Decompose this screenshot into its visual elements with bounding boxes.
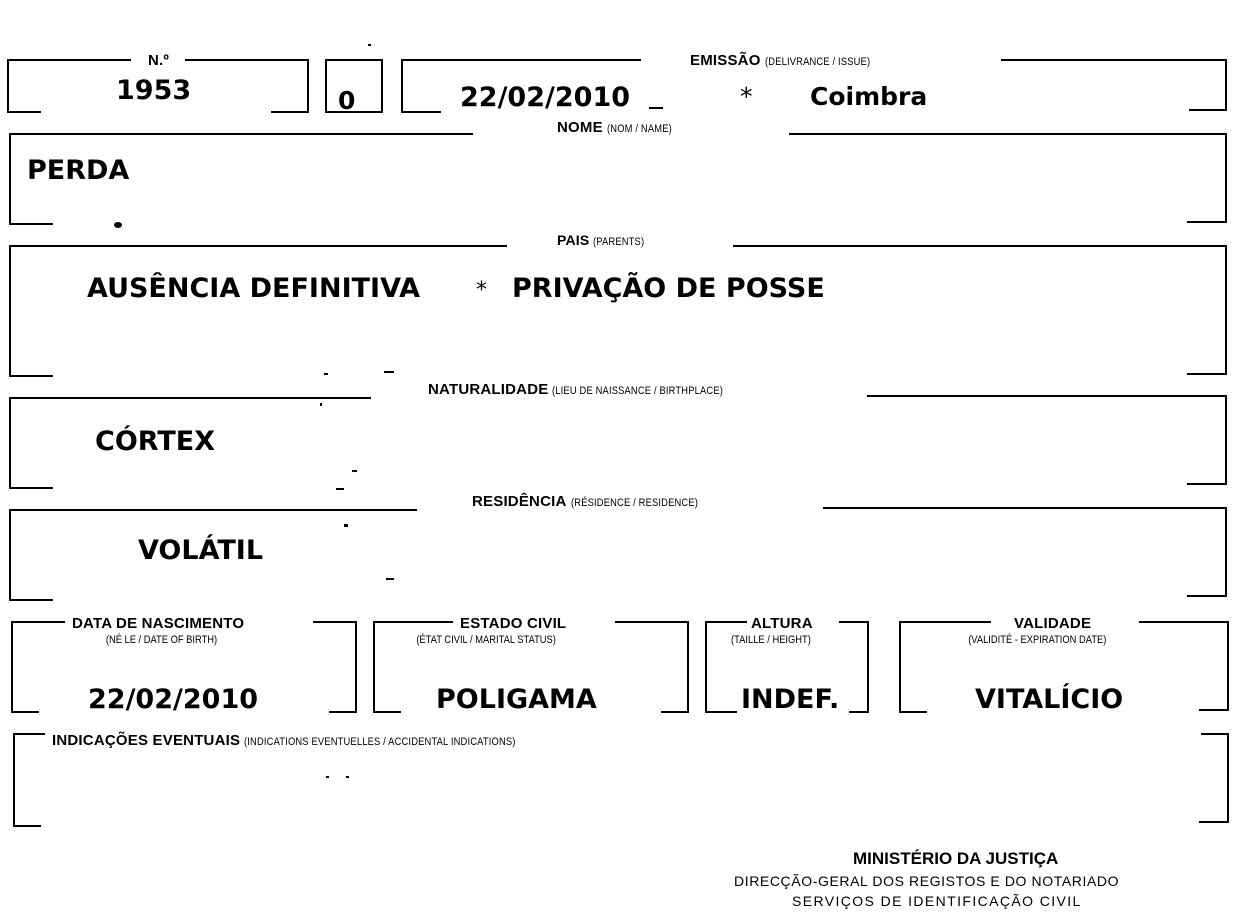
birthdate-sub: (NÉ LE / DATE OF BIRTH) [105, 634, 218, 646]
name-label: NOME (NOM / NAME) [557, 119, 672, 136]
name-value: PERDA [27, 155, 130, 186]
emission-label: EMISSÃO (DELIVRANCE / ISSUE) [690, 52, 870, 69]
validity-value: VITALÍCIO [975, 684, 1124, 715]
number-box-left [8, 60, 130, 112]
footer-services: SERVIÇOS DE IDENTIFICAÇÃO CIVIL [792, 893, 1082, 909]
validity-sub: (VALIDITÉ - EXPIRATION DATE) [968, 634, 1107, 646]
parents-box-right [734, 246, 1226, 374]
parents-box-left [10, 246, 506, 376]
civil-box-right [616, 622, 688, 712]
parents-value-1: AUSÊNCIA DEFINITIVA [87, 273, 421, 304]
height-value: INDEF. [741, 684, 840, 715]
number-label: N.º [148, 52, 170, 69]
name-box-right [790, 134, 1226, 222]
footer-ministry: MINISTÉRIO DA JUSTIÇA [853, 849, 1059, 868]
parents-separator: * [476, 278, 487, 303]
indications-box-left [14, 734, 44, 826]
birthplace-box-right [868, 396, 1226, 484]
height-box-right [840, 622, 868, 712]
civil-status-value: POLIGAMA [436, 684, 597, 715]
issue-separator: * [740, 82, 753, 111]
civil-status-label: ESTADO CIVIL [460, 615, 567, 632]
issue-place-value: Coimbra [810, 82, 928, 111]
birthdate-box-right [314, 622, 356, 712]
birthdate-box-left [12, 622, 64, 712]
birthdate-value: 22/02/2010 [88, 684, 259, 715]
birthplace-label: NATURALIDADE (LIEU DE NAISSANCE / BIRTHPLACE) [428, 381, 724, 398]
validity-box-right [1140, 622, 1228, 710]
issue-date-value: 22/02/2010 [460, 82, 631, 113]
number-box-right [186, 60, 308, 112]
residence-box-right [824, 508, 1226, 596]
birthplace-value: CÓRTEX [95, 426, 216, 457]
residence-value: VOLÁTIL [138, 535, 264, 566]
number-value: 1953 [116, 75, 192, 106]
scan-speckles [114, 44, 394, 778]
parents-value-2: PRIVAÇÃO DE POSSE [512, 273, 825, 304]
indications-box-right [1200, 734, 1228, 822]
birthdate-label: DATA DE NASCIMENTO [72, 615, 245, 632]
parents-label: PAIS (PARENTS) [557, 232, 645, 248]
height-sub: (TAILLE / HEIGHT) [731, 634, 811, 646]
footer-direction: DIRECÇÃO-GERAL DOS REGISTOS E DO NOTARIADO [734, 873, 1120, 889]
height-label: ALTURA [751, 615, 813, 632]
civil-status-sub: (ÉTAT CIVIL / MARITAL STATUS) [416, 634, 556, 646]
digit-value: 0 [338, 86, 356, 115]
residence-label: RESIDÊNCIA (RÉSIDENCE / RESIDENCE) [472, 493, 698, 510]
indications-label: INDICAÇÕES EVENTUAIS (INDICATIONS EVENTUELLES / ACCIDENTAL INDICATIONS) [52, 732, 516, 749]
emission-box-right [1002, 60, 1226, 110]
validity-label: VALIDADE [1014, 615, 1092, 632]
